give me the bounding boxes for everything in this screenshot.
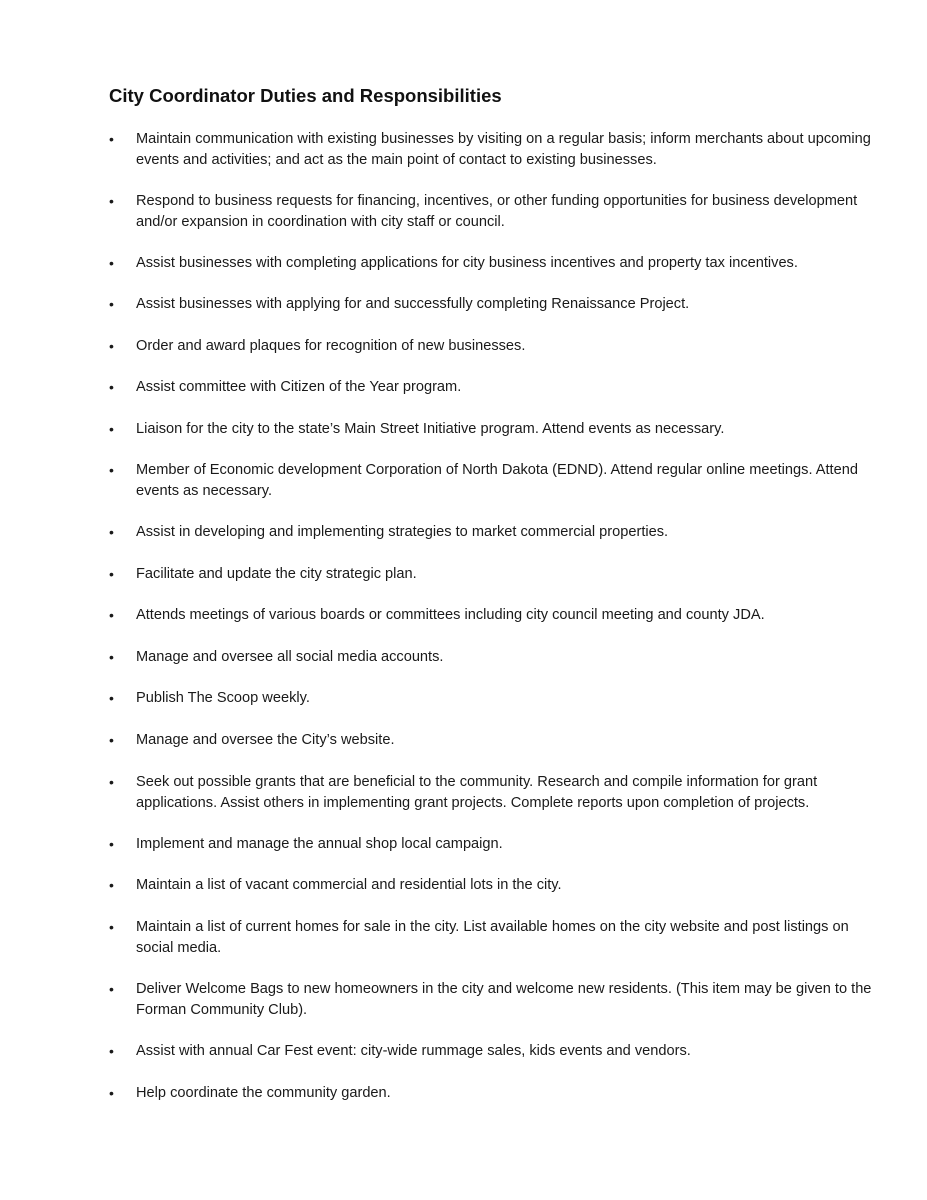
duty-text: Manage and oversee the City’s website.: [136, 732, 395, 748]
list-item: [109, 191, 879, 232]
duty-text: Facilitate and update the city strategic plan.: [136, 566, 417, 582]
duty-text: Assist committee with Citizen of the Year program.: [136, 379, 462, 395]
list-item: [109, 294, 879, 315]
bullet-icon: •: [109, 919, 114, 935]
list-item: [109, 1041, 879, 1062]
bullet-icon: •: [109, 877, 114, 893]
document-title: City Coordinator Duties and Responsibilities: [109, 85, 502, 106]
bullet-icon: •: [109, 1085, 114, 1101]
bullet-icon: •: [109, 524, 114, 540]
bullet-icon: •: [109, 732, 114, 748]
duty-text: Deliver Welcome Bags to new homeowners in the city and welcome new residents. (This item may be given to the Forman Community Club).: [136, 981, 872, 1018]
bullet-icon: •: [109, 296, 114, 312]
list-item: [109, 460, 879, 501]
duty-text: Seek out possible grants that are beneficial to the community. Research and compile information for grant applications. Assist others in implementing grant projects. Complete reports upon completion of projects.: [136, 774, 818, 811]
bullet-icon: •: [109, 774, 114, 790]
list-item: [109, 605, 879, 626]
list-item: [109, 979, 879, 1020]
bullet-icon: •: [109, 379, 114, 395]
bullet-icon: •: [109, 981, 114, 997]
bullet-icon: •: [109, 193, 114, 209]
list-item: [109, 564, 879, 585]
bullet-icon: •: [109, 690, 114, 706]
list-item: [109, 336, 879, 357]
list-item: [109, 419, 879, 440]
list-item: [109, 917, 879, 958]
list-item: [109, 1083, 879, 1104]
duty-text: Respond to business requests for financing, incentives, or other funding opportunities for business development and/or expansion in coordination with city staff or council.: [136, 193, 858, 230]
duty-text: Attends meetings of various boards or committees including city council meeting and county JDA.: [136, 607, 765, 623]
duty-text: Help coordinate the community garden.: [136, 1085, 391, 1101]
list-item: [109, 129, 879, 170]
duty-text: Assist with annual Car Fest event: city-wide rummage sales, kids events and vendors.: [136, 1043, 691, 1059]
duty-text: Assist businesses with applying for and successfully completing Renaissance Project.: [136, 296, 690, 312]
list-item: [109, 730, 879, 751]
duty-text: Publish The Scoop weekly.: [136, 690, 310, 706]
list-item: [109, 875, 879, 896]
bullet-icon: •: [109, 255, 114, 271]
list-item: [109, 253, 879, 274]
duty-text: Order and award plaques for recognition of new businesses.: [136, 338, 526, 354]
list-item: [109, 377, 879, 398]
bullet-icon: •: [109, 836, 114, 852]
list-item: [109, 834, 879, 855]
list-item: [109, 688, 879, 709]
list-item: [109, 522, 879, 543]
bullet-icon: •: [109, 607, 114, 623]
bullet-icon: •: [109, 462, 114, 478]
bullet-icon: •: [109, 649, 114, 665]
bullet-icon: •: [109, 421, 114, 437]
duty-text: Manage and oversee all social media accounts.: [136, 649, 444, 665]
bullet-icon: •: [109, 338, 114, 354]
bullet-icon: •: [109, 566, 114, 582]
duty-text: Assist in developing and implementing strategies to market commercial properties.: [136, 524, 669, 540]
bullet-icon: •: [109, 1043, 114, 1059]
duty-text: Maintain a list of vacant commercial and residential lots in the city.: [136, 877, 562, 893]
duty-text: Assist businesses with completing applications for city business incentives and property tax incentives.: [136, 255, 798, 271]
list-item: [109, 647, 879, 668]
list-item: [109, 772, 879, 813]
bullet-icon: •: [109, 131, 114, 147]
duty-text: Implement and manage the annual shop local campaign.: [136, 836, 503, 852]
duty-text: Maintain communication with existing businesses by visiting on a regular basis; inform merchants about upcoming events and activities; and act as the main point of contact to existing businesses.: [136, 131, 871, 168]
duty-text: Member of Economic development Corporation of North Dakota (EDND). Attend regular online meetings. Attend events as necessary.: [136, 462, 858, 499]
duty-text: Maintain a list of current homes for sale in the city. List available homes on the city website and post listings on social media.: [136, 919, 849, 956]
duty-text: Liaison for the city to the state’s Main Street Initiative program. Attend events as necessary.: [136, 421, 725, 437]
